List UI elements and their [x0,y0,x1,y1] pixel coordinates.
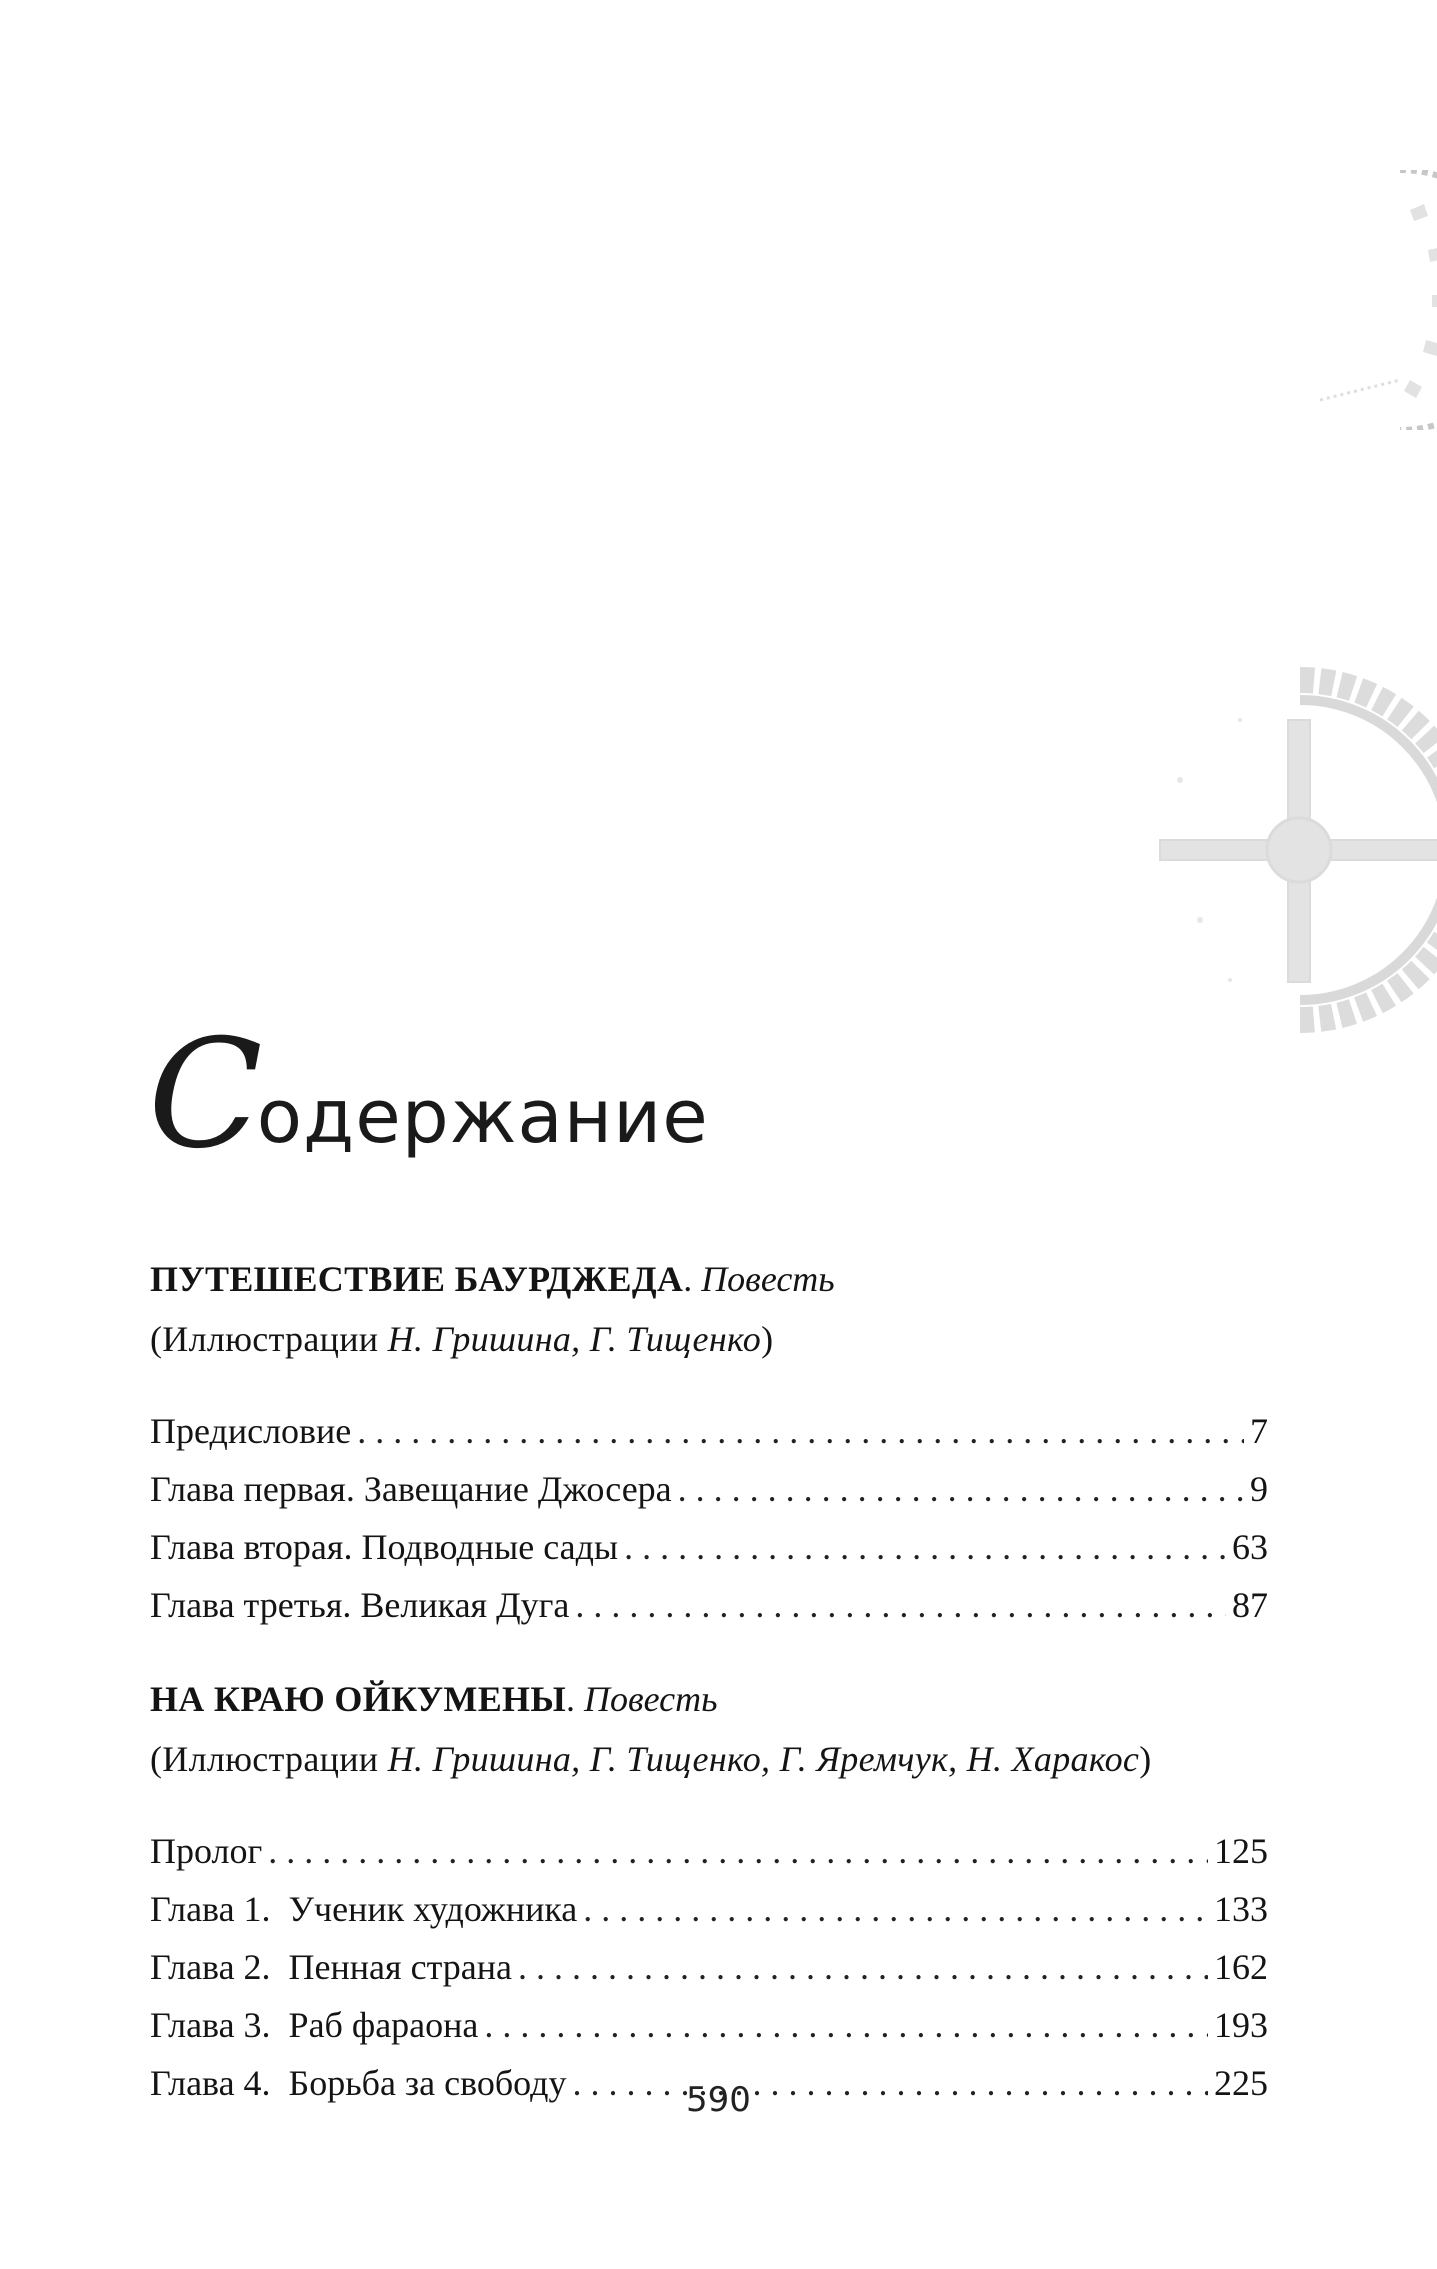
toc-entry-label: Предисловие [150,1411,352,1451]
dot-leader [518,1938,1208,1996]
toc-entry-label: Глава 2. Пенная страна [150,1947,512,1987]
illustrators-line [150,1316,1268,1362]
heading-text: одержание [256,1074,709,1160]
toc-entry-page: 63 [1232,1527,1268,1567]
illustrators-suffix: ) [761,1319,774,1359]
toc-entry[interactable] [150,1460,1268,1518]
heading-decorative-initial: С [148,1008,263,1182]
toc-entry-page: 125 [1214,1831,1268,1871]
work-genre: Повесть [701,1259,835,1299]
gear-ornament-top [1260,170,1437,430]
dot-leader [583,1880,1208,1938]
toc-entry-page: 225 [1214,2063,1268,2103]
toc-entry-label: Глава 1. Ученик художника [150,1889,578,1929]
work-heading: ПУТЕШЕСТВИЕ БАУРДЖЕДА. Повесть [150,1259,835,1299]
illustrators-prefix: (Иллюстрации [150,1319,388,1359]
toc-entry-page: 7 [1250,1411,1268,1451]
toc-entry-label: Глава вторая. Подводные сады [150,1527,619,1567]
work-genre: Повесть [583,1679,718,1719]
work-title: ПУТЕШЕСТВИЕ БАУРДЖЕДА [150,1259,684,1299]
toc-list [150,1402,1268,1634]
toc-entry-label: Глава первая. Завещание Джосера [150,1469,672,1509]
dot-leader [357,1402,1244,1460]
illustrators-names: Н. Гришина, Г. Тищенко, Г. Яремчук, Н. Харакос [387,1739,1140,1779]
illustrators-prefix: (Иллюстрации [150,1739,388,1779]
toc-entry-label: Пролог [150,1831,263,1871]
toc-entry-page: 87 [1232,1585,1268,1625]
toc-entry-label: Глава 4. Борьба за свободу [150,2063,567,2103]
page-number: 590 [686,2080,751,2120]
contents-heading [148,1008,709,1182]
work-title: НА КРАЮ ОЙКУМЕНЫ [150,1679,566,1719]
dot-leader [575,1576,1226,1634]
toc-entry-page: 162 [1214,1947,1268,1987]
illustrators-suffix: ) [1139,1739,1152,1779]
gear-ornament-middle [1120,660,1437,1040]
toc-entry[interactable] [150,1576,1268,1634]
toc-list [150,1822,1268,2112]
toc-entry[interactable] [150,1402,1268,1460]
illustrators-names: Н. Гришина, Г. Тищенко [387,1319,762,1359]
toc-entry[interactable] [150,1996,1268,2054]
toc-entry[interactable] [150,1880,1268,1938]
toc-entry[interactable] [150,1822,1268,1880]
toc-entry[interactable] [150,1938,1268,1996]
toc-section-2 [150,1676,1268,2112]
illustrators-line [150,1736,1268,1782]
toc-entry-page: 9 [1250,1469,1268,1509]
toc-entry[interactable] [150,1518,1268,1576]
dot-leader [624,1518,1226,1576]
dot-leader [268,1822,1208,1880]
dot-leader [484,1996,1208,2054]
toc-entry-page: 133 [1214,1889,1268,1929]
toc-entry-label: Глава третья. Великая Дуга [150,1585,570,1625]
toc-entry-page: 193 [1214,2005,1268,2045]
toc-entry-label: Глава 3. Раб фараона [150,2005,479,2045]
toc-section-1 [150,1256,1268,1634]
dot-leader [678,1460,1244,1518]
work-heading: НА КРАЮ ОЙКУМЕНЫ. Повесть [150,1679,718,1719]
